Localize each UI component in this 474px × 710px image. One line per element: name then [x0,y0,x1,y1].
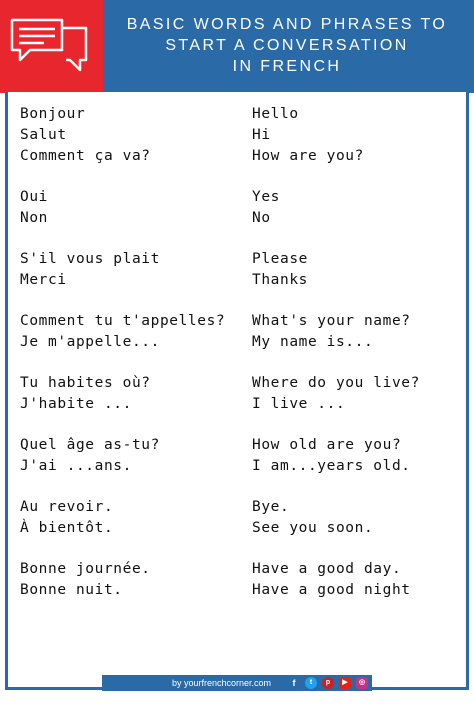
phrase-row [20,396,460,416]
french-phrase: Bonne nuit. [20,582,123,598]
facebook-icon[interactable]: f [292,678,296,688]
french-phrase: Bonne journée. [20,561,151,577]
header-banner [0,0,474,93]
twitter-icon[interactable]: t [305,677,317,689]
french-phrase: Oui [20,189,48,205]
phrase-row [20,106,460,126]
french-phrase: J'habite ... [20,396,132,412]
french-phrase: Comment ça va? [20,148,151,164]
french-phrase: Tu habites où? [20,375,151,391]
english-translation: Bye. [252,499,290,515]
english-translation: My name is... [252,334,374,350]
english-translation: Have a good day. [252,561,402,577]
phrase-row [20,582,460,602]
english-translation: I live ... [252,396,346,412]
french-phrase: Bonjour [20,106,86,122]
english-translation: Yes [252,189,280,205]
english-translation: How old are you? [252,437,402,453]
phrase-row [20,272,460,292]
english-translation: Please [252,251,308,267]
speech-bubbles-icon [8,16,90,76]
english-translation: Hello [252,106,299,122]
french-phrase: S'il vous plait [20,251,160,267]
english-translation: I am...years old. [252,458,411,474]
title-line: START A CONVERSATION [165,37,409,54]
french-phrase: Salut [20,127,67,143]
page-title [112,14,462,77]
instagram-icon[interactable]: ◎ [356,677,368,689]
phrase-row [20,437,460,457]
english-translation: Thanks [252,272,308,288]
english-translation: Have a good night [252,582,411,598]
french-phrase: Je m'appelle... [20,334,160,350]
pinterest-icon[interactable]: p [322,677,334,689]
english-translation: Hi [252,127,271,143]
english-translation: No [252,210,271,226]
phrase-row [20,334,460,354]
phrase-row [20,561,460,581]
french-phrase: Non [20,210,48,226]
phrase-row [20,499,460,519]
english-translation: What's your name? [252,313,411,329]
phrase-row [20,210,460,230]
english-translation: How are you? [252,148,364,164]
phrase-row [20,375,460,395]
phrase-row [20,251,460,271]
title-line: BASIC WORDS AND PHRASES TO [126,16,448,33]
french-phrase: J'ai ...ans. [20,458,132,474]
logo-box [0,0,103,93]
french-phrase: Quel âge as-tu? [20,437,160,453]
english-translation: Where do you live? [252,375,420,391]
french-phrase: Au revoir. [20,499,114,515]
footer-bar [102,675,372,691]
phrase-row [20,520,460,540]
french-phrase: Comment tu t'appelles? [20,313,226,329]
social-icons [288,677,368,689]
youtube-icon[interactable]: ▶ [339,677,351,689]
french-phrase: À bientôt. [20,520,114,536]
phrase-row [20,313,460,333]
phrase-row [20,148,460,168]
english-translation: See you soon. [252,520,374,536]
phrase-row [20,189,460,209]
french-phrase: Merci [20,272,67,288]
title-line: IN FRENCH [232,58,342,75]
phrase-row [20,127,460,147]
site-credit: by yourfrenchcorner.com [172,678,272,688]
phrase-row [20,458,460,478]
